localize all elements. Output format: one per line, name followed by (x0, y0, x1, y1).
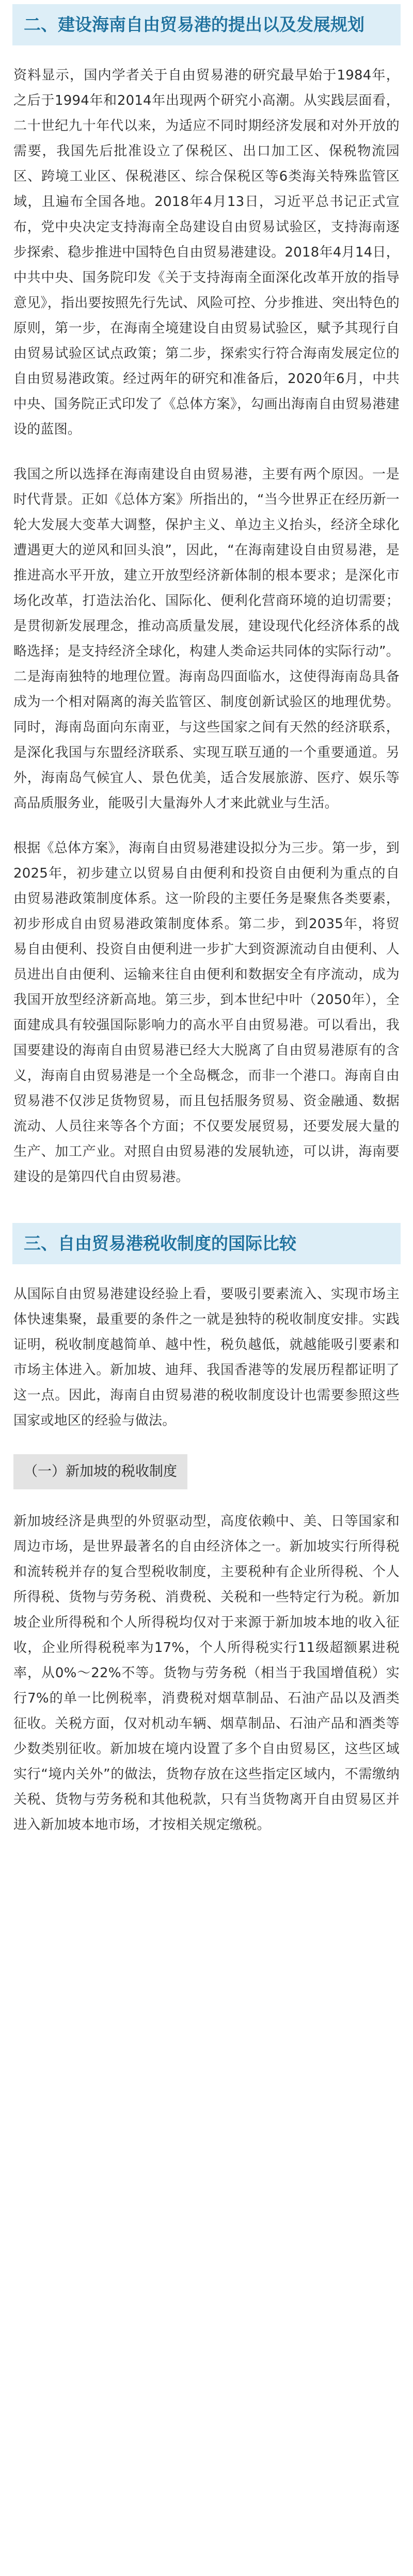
paragraph-history: 资料显示，国内学者关于自由贸易港的研究最早始于1984年，之后于1994年和2014年出现两个研究小高潮。从实践层面看，二十世纪九十年代以来，为适应不同时期经济发展和对外开放的需要，我国先后批准设立了保税区、出口加工区、保税物流园区、跨境工业区、保税港区、综合保税区等6类海关特殊监管区域，且遍布全国各地。2018年4月13日，习近平总书记正式宣布，党中央决定支持海南全岛建设自由贸易试验区，支持海南逐步探索、稳步推进中国特色自由贸易港建设。2018年4月14日，中共中央、国务院印发《关于支持海南全面深化改革开放的指导意见》，指出要按照先行先试、风险可控、分步推进、突出特色的原则，第一步，在海南全境建设自由贸易试验区，赋予其现行自由贸易试验区试点政策；第二步，探索实行符合海南发展定位的自由贸易港政策。经过两年的研究和准备后，2020年6月，中共中央、国务院正式印发了《总体方案》，勾画出海南自由贸易港建设的蓝图。 (13, 68, 400, 437)
article (0, 4, 413, 1858)
paragraph-three-steps: 根据《总体方案》，海南自由贸易港建设拟分为三步。第一步，到2025年，初步建立以贸易自由便利和投资自由便利为重点的自由贸易港政策制度体系。这一阶段的主要任务是聚焦各类要素，初步形成自由贸易港政策制度体系。第二步，到2035年，将贸易自由便利、投资自由便利进一步扩大到资源流动自由便利、人员进出自由便利、运输来往自由便利和数据安全有序流动，成为我国开放型经济新高地。第三步，到本世纪中叶（2050年），全面建成具有较强国际影响力的高水平自由贸易港。可以看出，我国要建设的海南自由贸易港已经大大脱离了自由贸易港原有的含义，海南自由贸易港是一个全岛概念，而非一个港口。海南自由贸易港不仅涉足货物贸易，而且包括服务贸易、资金融通、数据流动、人员往来等各个方面；不仅要发展贸易，还要发展大量的生产、加工产业。对照自由贸易港的发展轨迹，可以讲，海南要建设的是第四代自由贸易港。 (13, 840, 400, 1185)
paragraph-reasons: 我国之所以选择在海南建设自由贸易港，主要有两个原因。一是时代背景。正如《总体方案》所指出的，“当今世界正在经历新一轮大发展大变革大调整，保护主义、单边主义抬头，经济全球化遭遇更大的逆风和回头浪”，因此，“在海南建设自由贸易港，是推进高水平开放，建立开放型经济新体制的根本要求；是深化市场化改革，打造法治化、国际化、便利化营商环境的迫切需要；是贯彻新发展理念，推动高质量发展，建设现代化经济体系的战略选择；是支持经济全球化，构建人类命运共同体的实际行动”。二是海南独特的地理位置。海南岛四面临水，这使得海南岛具备成为一个相对隔离的海关监管区、制度创新试验区的地理优势。同时，海南岛面向东南亚，与这些国家之间有天然的经济联系，是深化我国与东盟经济联系、实现互联互通的一个重要通道。另外，海南岛气候宜人、景色优美，适合发展旅游、医疗、娱乐等高品质服务业，能吸引大量海外人才来此就业与生活。 (13, 467, 400, 811)
section-heading-tax-comparison: 三、自由贸易港税收制度的国际比较 (12, 1223, 401, 1264)
bottom-padding (13, 1838, 400, 1858)
paragraph-tax-intro: 从国际自由贸易港建设经验上看，要吸引要素流入、实现市场主体快速集聚，最重要的条件之一就是独特的税收制度安排。实践证明，税收制度越简单、越中性，税负越低，就越能吸引要素和市场主体进入。新加坡、迪拜、我国香港等的发展历程都证明了这一点。因此，海南自由贸易港的税收制度设计也需要参照这些国家或地区的经验与做法。 (13, 1286, 400, 1428)
paragraph-singapore-tax: 新加坡经济是典型的外贸驱动型，高度依赖中、美、日等国家和周边市场，是世界最著名的自由经济体之一。新加坡实行所得税和流转税并存的复合型税收制度，主要税种有企业所得税、个人所得税、货物与劳务税、消费税、关税和一些特定行为税。新加坡企业所得税和个人所得税均仅对于来源于新加坡本地的收入征收，企业所得税税率为17%，个人所得税实行11级超额累进税率，从0%～22%不等。货物与劳务税（相当于我国增值税）实行7%的单一比例税率，消费税对烟草制品、石油产品以及酒类征收。关税方面，仅对机动车辆、烟草制品、石油产品和酒类等少数类别征收。新加坡在境内设置了多个自由贸易区，这些区域实行“境内关外”的做法，货物存放在这些指定区域内，不需缴纳关税、货物与劳务税和其他税款，只有当货物离开自由贸易区并进入新加坡本地市场，才按相关规定缴税。 (13, 1514, 400, 1833)
subsection-heading-singapore: （一）新加坡的税收制度 (13, 1454, 187, 1489)
section-heading-proposal: 二、建设海南自由贸易港的提出以及发展规划 (12, 4, 401, 45)
section-spacer (13, 1190, 400, 1223)
